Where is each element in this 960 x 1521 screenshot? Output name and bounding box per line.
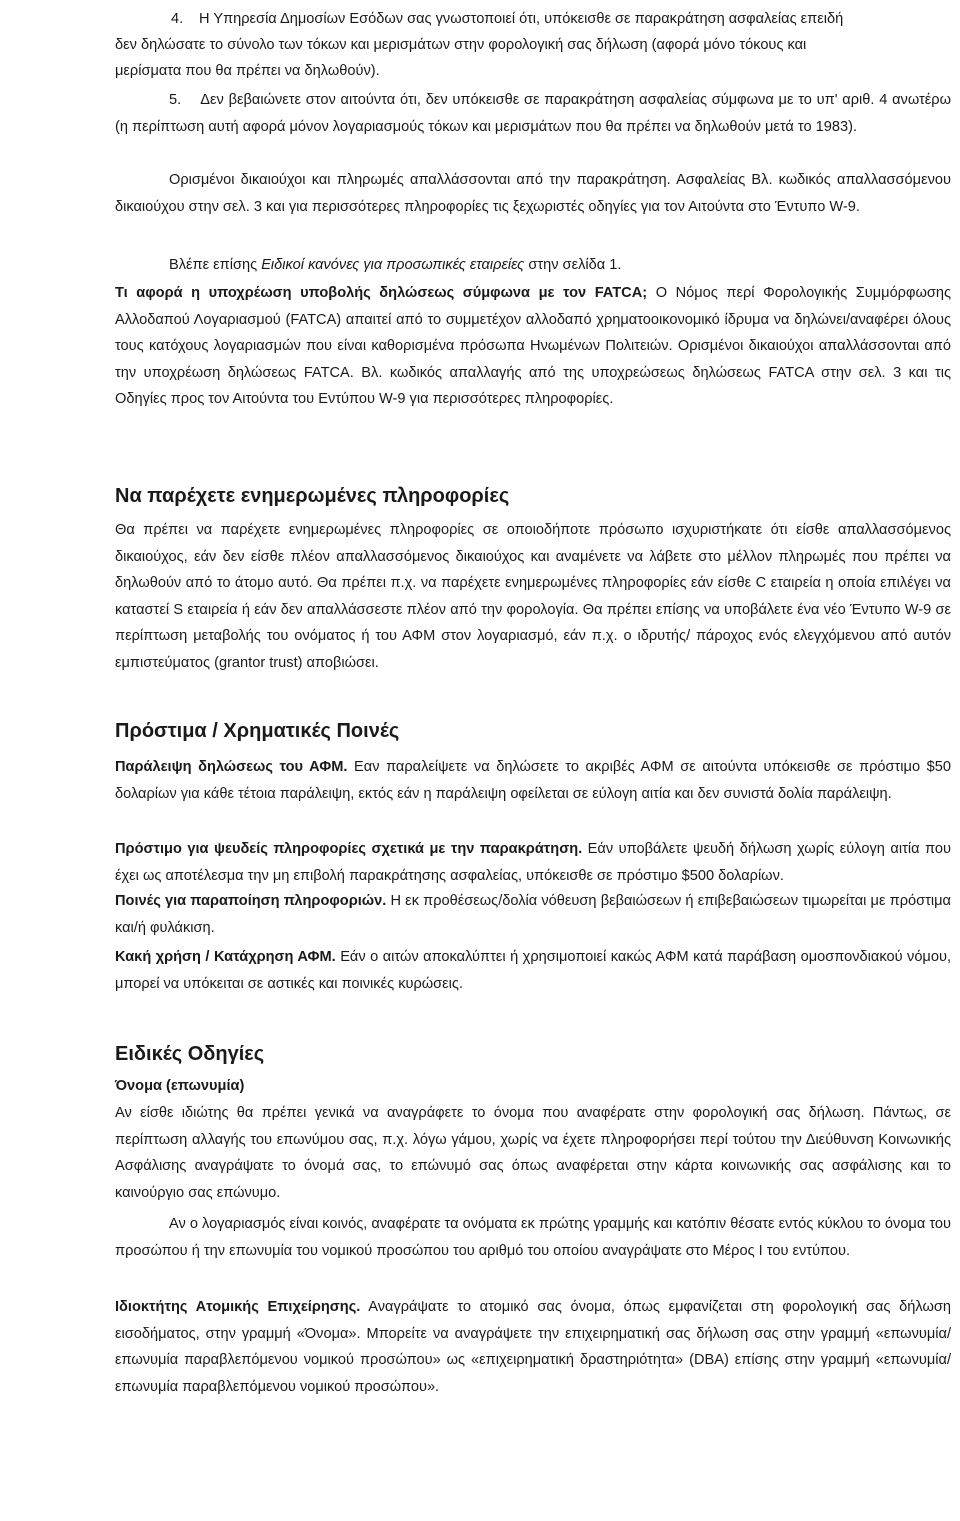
paragraph-item-4-line3: μερίσματα που θα πρέπει να δηλωθούν). — [115, 63, 380, 79]
paragraph-penalty-false-info — [115, 836, 951, 889]
paragraph-item-5 — [115, 87, 951, 140]
sole-proprietor-text: Αναγράψατε το ατομικό σας όνομα, όπως εμφανίζεται στη φορολογική σας δήλωση εισοδήματος, στην γραμμή «Όνομα». Μπορείτε να αναγράψετε την επιχειρηματική σας δήλωση σας στην γραμμή «επωνυμία/επωνυμία παραβλεπόμενου νομικού προσώπου» ως «επιχειρηματική δραστηριότητα» (DBA) επίσης στην γραμμή «επωνυμία/επωνυμία παραβλεπόμενου νομικού προσώπου». — [115, 1299, 951, 1395]
paragraph-fatca — [115, 280, 951, 413]
subtitle-name: Όνομα (επωνυμία) — [115, 1078, 245, 1094]
penalty-false-info-text: Εάν υποβάλετε ψευδή δήλωση χωρίς εύλογη αιτία που έχει ως αποτέλεσμα την μη επιβολή παρακράτησης ασφαλείας, υπόκεισθε σε πρόστιμο $500 δολαρίων. — [115, 841, 951, 884]
item-number-5: 5. — [169, 92, 182, 108]
penalty-tin-text: Εαν παραλείψετε να δηλώσετε το ακριβές ΑΦΜ σε αιτούντα υπόκεισθε σε πρόστιμο $50 δολαρίων για κάθε τέτοια παράλειψη, εκτός εάν η παράλειψη οφείλεται σε εύλογη αιτία και δεν συνιστά δολία παράλειψη. — [115, 759, 951, 802]
item-5-text: Δεν βεβαιώνετε στον αιτούντα ότι, δεν υπόκεισθε σε παρακράτηση ασφαλείας σύμφωνα με το υπ' αριθ. 4 ανωτέρω (η περίπτωση αυτή αφορά μόνον λογαριασμούς τόκων και μερισμάτων που θα πρέπει να δηλωθούν μετά το 1983). — [115, 92, 951, 135]
paragraph-see-also — [115, 252, 951, 279]
paragraph-penalty-misuse — [115, 944, 951, 997]
penalty-falsifying-text: Η εκ προθέσεως/δολία νόθευση βεβαιώσεων ή επιβεβαιώσεων τιμωρείται με πρόστιμα και/ή φυλάκιση. — [115, 893, 951, 936]
item-number-4: 4. — [171, 11, 184, 27]
penalty-false-info-heading: Πρόστιμο για ψευδείς πληροφορίες σχετικά με την παρακράτηση. — [115, 841, 583, 857]
fatca-text: Ο Νόμος περί Φορολογικής Συμμόρφωσης Αλλοδαπού Λογαριασμού (FATCA) απαιτεί από το συμμετέχον αλλοδαπό χρηματοοικονομικό ίδρυμα να δηλώνει/αναφέρει όλους τους κατόχους λογαριασμών που είναι καθορισμένα πρόσωπα Ηνωμένων Πολιτειών. Ορισμένοι δικαιούχοι απαλλάσσονται από την υποχρέωση δηλώσεως FATCA. Βλ. κωδικός απαλλαγής από της υποχρεώσεως δηλώσεως FATCA στην σελ. 3 και τις Οδηγίες προς τον Αιτούντα του Εντύπου W-9 για περισσότερες πληροφορίες. — [115, 285, 951, 407]
paragraph-penalty-tin — [115, 754, 951, 807]
paragraph-exempt-payees: Ορισμένοι δικαιούχοι και πληρωμές απαλλάσσονται από την παρακράτηση. Ασφαλείας Βλ. κωδικός απαλλασσόμενου δικαιούχου στην σελ. 3 και για περισσότερες πληροφορίες τις ξεχωριστές οδηγίες για τον Αιτούντα στο Έντυπο W-9. — [115, 172, 951, 215]
fatca-heading: Τι αφορά η υποχρέωση υποβολής δηλώσεως σύμφωνα με τον FATCA; — [115, 285, 648, 301]
paragraph-name-joint: Αν ο λογαριασμός είναι κοινός, αναφέρατε τα ονόματα εκ πρώτης γραμμής και κατόπιν θέσατε εντός κύκλου το όνομα του προσώπου ή την επωνυμία του νομικού προσώπου του αριθμό του οποίου αναγράψατε στο Μέρος Ι του εντύπου. — [115, 1216, 951, 1259]
paragraph-item-4-line1: Η Υπηρεσία Δημοσίων Εσόδων σας γνωστοποιεί ότι, υπόκεισθε σε παρακράτηση ασφαλείας επειδή — [199, 11, 844, 27]
penalty-misuse-heading: Κακή χρήση / Κατάχρηση ΑΦΜ. — [115, 949, 336, 965]
see-also-prefix: Βλέπε επίσης — [169, 257, 262, 273]
penalty-misuse-text: Εάν ο αιτών αποκαλύπτει ή χρησιμοποιεί κακώς ΑΦΜ κατά παράβαση ομοσπονδιακού νόμου, μπορεί να υπόκειται σε αστικές και ποινικές κυρώσεις. — [115, 949, 951, 992]
see-also-italic-link: Ειδικοί κανόνες για προσωπικές εταιρείες — [261, 257, 525, 273]
section-title-special-instructions: Ειδικές Οδηγίες — [115, 1043, 265, 1065]
penalty-tin-heading: Παράλειψη δηλώσεως του ΑΦΜ. — [115, 759, 348, 775]
paragraph-sole-proprietor — [115, 1294, 951, 1400]
paragraph-penalty-falsifying — [115, 888, 951, 941]
penalty-falsifying-heading: Ποινές για παραποίηση πληροφοριών. — [115, 893, 387, 909]
sole-proprietor-heading: Ιδιοκτήτης Ατομικής Επιχείρησης. — [115, 1299, 361, 1315]
paragraph-item-4-line2: δεν δηλώσατε το σύνολο των τόκων και μερισμάτων στην φορολογική σας δήλωση (αφορά μόνο τόκους και — [115, 37, 807, 53]
section-title-penalties: Πρόστιμα / Χρηματικές Ποινές — [115, 720, 400, 742]
paragraph-update-info: Θα πρέπει να παρέχετε ενημερωμένες πληροφορίες σε οποιοδήποτε πρόσωπο ισχυριστήκατε ότι είσθε απαλλασσόμενος δικαιούχος, εάν δεν είσθε πλέον απαλλασσόμενος δικαιούχος και αναμένετε να λάβετε στο μέλλον πληρωμές που πρέπει να δηλωθούν από το άτομο αυτό. Θα πρέπει π.χ. να παρέχετε ενημερωμένες πληροφορίες εάν είσθε C εταιρεία η οποία επιλέγει να καταστεί S εταιρεία ή εάν δεν απαλλάσσεστε πλέον από την φορολογία. Θα πρέπει επίσης να υποβάλετε ένα νέο Έντυπο W-9 σε περίπτωση μεταβολής του ονόματος ή του ΑΦΜ στον λογαριασμό, εάν π.χ. ο ιδρυτής/ πάροχος ενός ελεγχόμενου από αυτόν εμπιστεύματος (grantor trust) αποβιώσει. — [115, 522, 951, 671]
see-also-suffix: στην σελίδα 1. — [524, 257, 622, 273]
section-title-update-info: Να παρέχετε ενημερωμένες πληροφορίες — [115, 485, 510, 507]
paragraph-name-individual: Αν είσθε ιδιώτης θα πρέπει γενικά να αναγράφετε το όνομα που αναφέρατε στην φορολογική σας δήλωση. Πάντως, σε περίπτωση αλλαγής του επωνύμου σας, π.χ. λόγω γάμου, χωρίς να έχετε πληροφορήσει περί τούτου την Διεύθυνση Κοινωνικής Ασφάλισης αναγράψατε το όνομά σας, το επώνυμό σας όπως αναφέρεται στην κάρτα κοινωνικής σας ασφάλισης και το καινούργιο σας επώνυμο. — [115, 1105, 951, 1201]
